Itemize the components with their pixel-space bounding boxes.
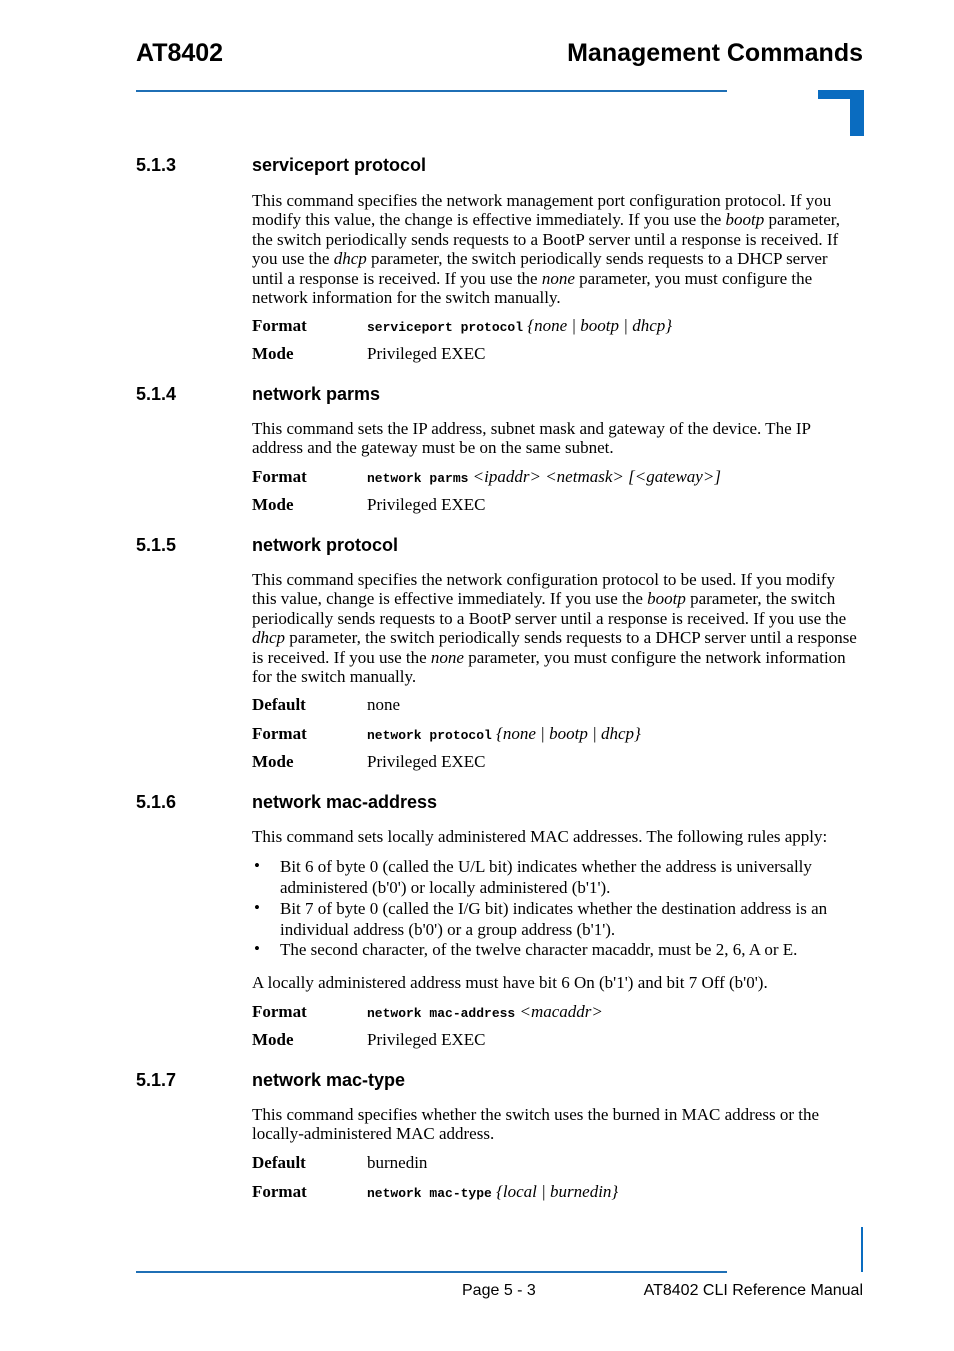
format-label: Format — [252, 724, 307, 743]
section-title: network parms — [252, 384, 381, 404]
format-label: Format — [252, 1182, 307, 1201]
text-run: This command specifies the network configuration protocol to be used. If you modify this value, change is effective immediately. If you use the — [252, 570, 836, 609]
default-label: Default — [252, 1153, 306, 1172]
parameter-name: bootp — [725, 210, 765, 230]
text-run: parameter, you must configure the network information for the switch manually. — [252, 268, 813, 308]
format-label: Format — [252, 1002, 307, 1021]
section-title: serviceport protocol — [252, 155, 427, 175]
command-arguments: <ipaddr> <netmask> [<gateway>] — [472, 467, 721, 486]
section-number: 5.1.6 — [136, 792, 177, 812]
list-item: Bit 7 of byte 0 (called the I/G bit) indicates whether the destination address is an individual address (b'0') or a group address (b'1'). — [280, 899, 828, 939]
page-number: Page 5 - 3 — [462, 1282, 536, 1299]
mode-label: Mode — [252, 495, 294, 514]
text-run: parameter, you must configure the network information for the switch manually. — [252, 647, 846, 687]
parameter-name: dhcp — [252, 628, 286, 648]
footer-rule — [136, 1271, 727, 1273]
parameter-name: bootp — [647, 589, 686, 609]
mode-value: Privileged EXEC — [367, 495, 486, 514]
default-label: Default — [252, 695, 306, 714]
footer-corner-mark — [861, 1227, 863, 1272]
command-syntax: network mac-address — [367, 1006, 516, 1021]
mode-value: Privileged EXEC — [367, 1030, 486, 1049]
list-item: Bit 6 of byte 0 (called the U/L bit) indicates whether the address is universally administered (b'0') or locally administered (b'1'). — [280, 857, 812, 897]
text-run: parameter, the switch periodically sends requests to a BootP server until a response is received. If you use the — [252, 210, 841, 269]
parameter-name: none — [541, 268, 575, 288]
section-number: 5.1.4 — [136, 384, 177, 404]
format-value — [367, 316, 672, 338]
section-title: network protocol — [252, 535, 399, 555]
section-paragraph: This command sets the IP address, subnet mask and gateway of the device. The IP address and the gateway must be on the same subnet. — [252, 419, 811, 458]
format-label: Format — [252, 316, 307, 335]
mode-value: Privileged EXEC — [367, 752, 486, 771]
section-number: 5.1.5 — [136, 535, 177, 555]
format-label: Format — [252, 467, 307, 486]
mode-label: Mode — [252, 344, 294, 363]
command-syntax: network parms — [367, 471, 469, 486]
mode-label: Mode — [252, 1030, 294, 1049]
section-paragraph: This command sets locally administered MAC addresses. The following rules apply: — [252, 827, 828, 846]
manual-title: AT8402 CLI Reference Manual — [643, 1282, 863, 1299]
header-rule — [136, 90, 727, 92]
bullet-marker: • — [254, 856, 260, 875]
section-paragraph: A locally administered address must have bit 6 On (b'1') and bit 7 Off (b'0'). — [252, 973, 768, 992]
command-syntax: network protocol — [367, 728, 492, 743]
corner-mark-side — [850, 90, 864, 136]
command-arguments: {none | bootp | dhcp} — [496, 724, 641, 743]
section-paragraph — [252, 570, 862, 686]
text-run: This command specifies the network management port configuration protocol. If you modify this value, the change is effective immediately. If you use the — [252, 191, 832, 230]
command-syntax: network mac-type — [367, 1186, 492, 1201]
chapter-title: Management Commands — [567, 39, 863, 67]
section-number: 5.1.7 — [136, 1070, 177, 1090]
default-value: burnedin — [367, 1153, 428, 1172]
section-title: network mac-type — [252, 1070, 406, 1090]
command-arguments: <macaddr> — [519, 1002, 603, 1021]
command-arguments: {none | bootp | dhcp} — [527, 316, 673, 335]
section-title: network mac-address — [252, 792, 438, 812]
command-syntax: serviceport protocol — [367, 320, 524, 335]
text-run: parameter, the switch periodically sends requests to a BootP server until a response is received. If you use the — [252, 589, 847, 628]
parameter-name: none — [430, 647, 464, 667]
bullet-marker: • — [254, 939, 260, 958]
format-value — [367, 724, 641, 746]
format-value — [367, 1182, 618, 1204]
document-title: AT8402 — [136, 39, 224, 67]
parameter-name: dhcp — [333, 249, 367, 269]
default-value: none — [367, 695, 401, 714]
section-number: 5.1.3 — [136, 155, 177, 175]
text-run: parameter, the switch periodically sends requests to a DHCP server until a response is received. If you use the — [252, 249, 828, 288]
format-value — [367, 467, 721, 489]
text-run: parameter, the switch periodically sends requests to a DHCP server until a response is received. If you use the — [252, 628, 857, 667]
section-paragraph: This command specifies whether the switch uses the burned in MAC address or the locally-administered MAC address. — [252, 1105, 820, 1144]
bullet-marker: • — [254, 898, 260, 917]
format-value — [367, 1002, 603, 1024]
list-item: The second character, of the twelve character macaddr, must be 2, 6, A or E. — [280, 940, 798, 959]
mode-value: Privileged EXEC — [367, 344, 486, 363]
command-arguments: {local | burnedin} — [496, 1182, 619, 1201]
section-paragraph — [252, 191, 862, 307]
mode-label: Mode — [252, 752, 294, 771]
